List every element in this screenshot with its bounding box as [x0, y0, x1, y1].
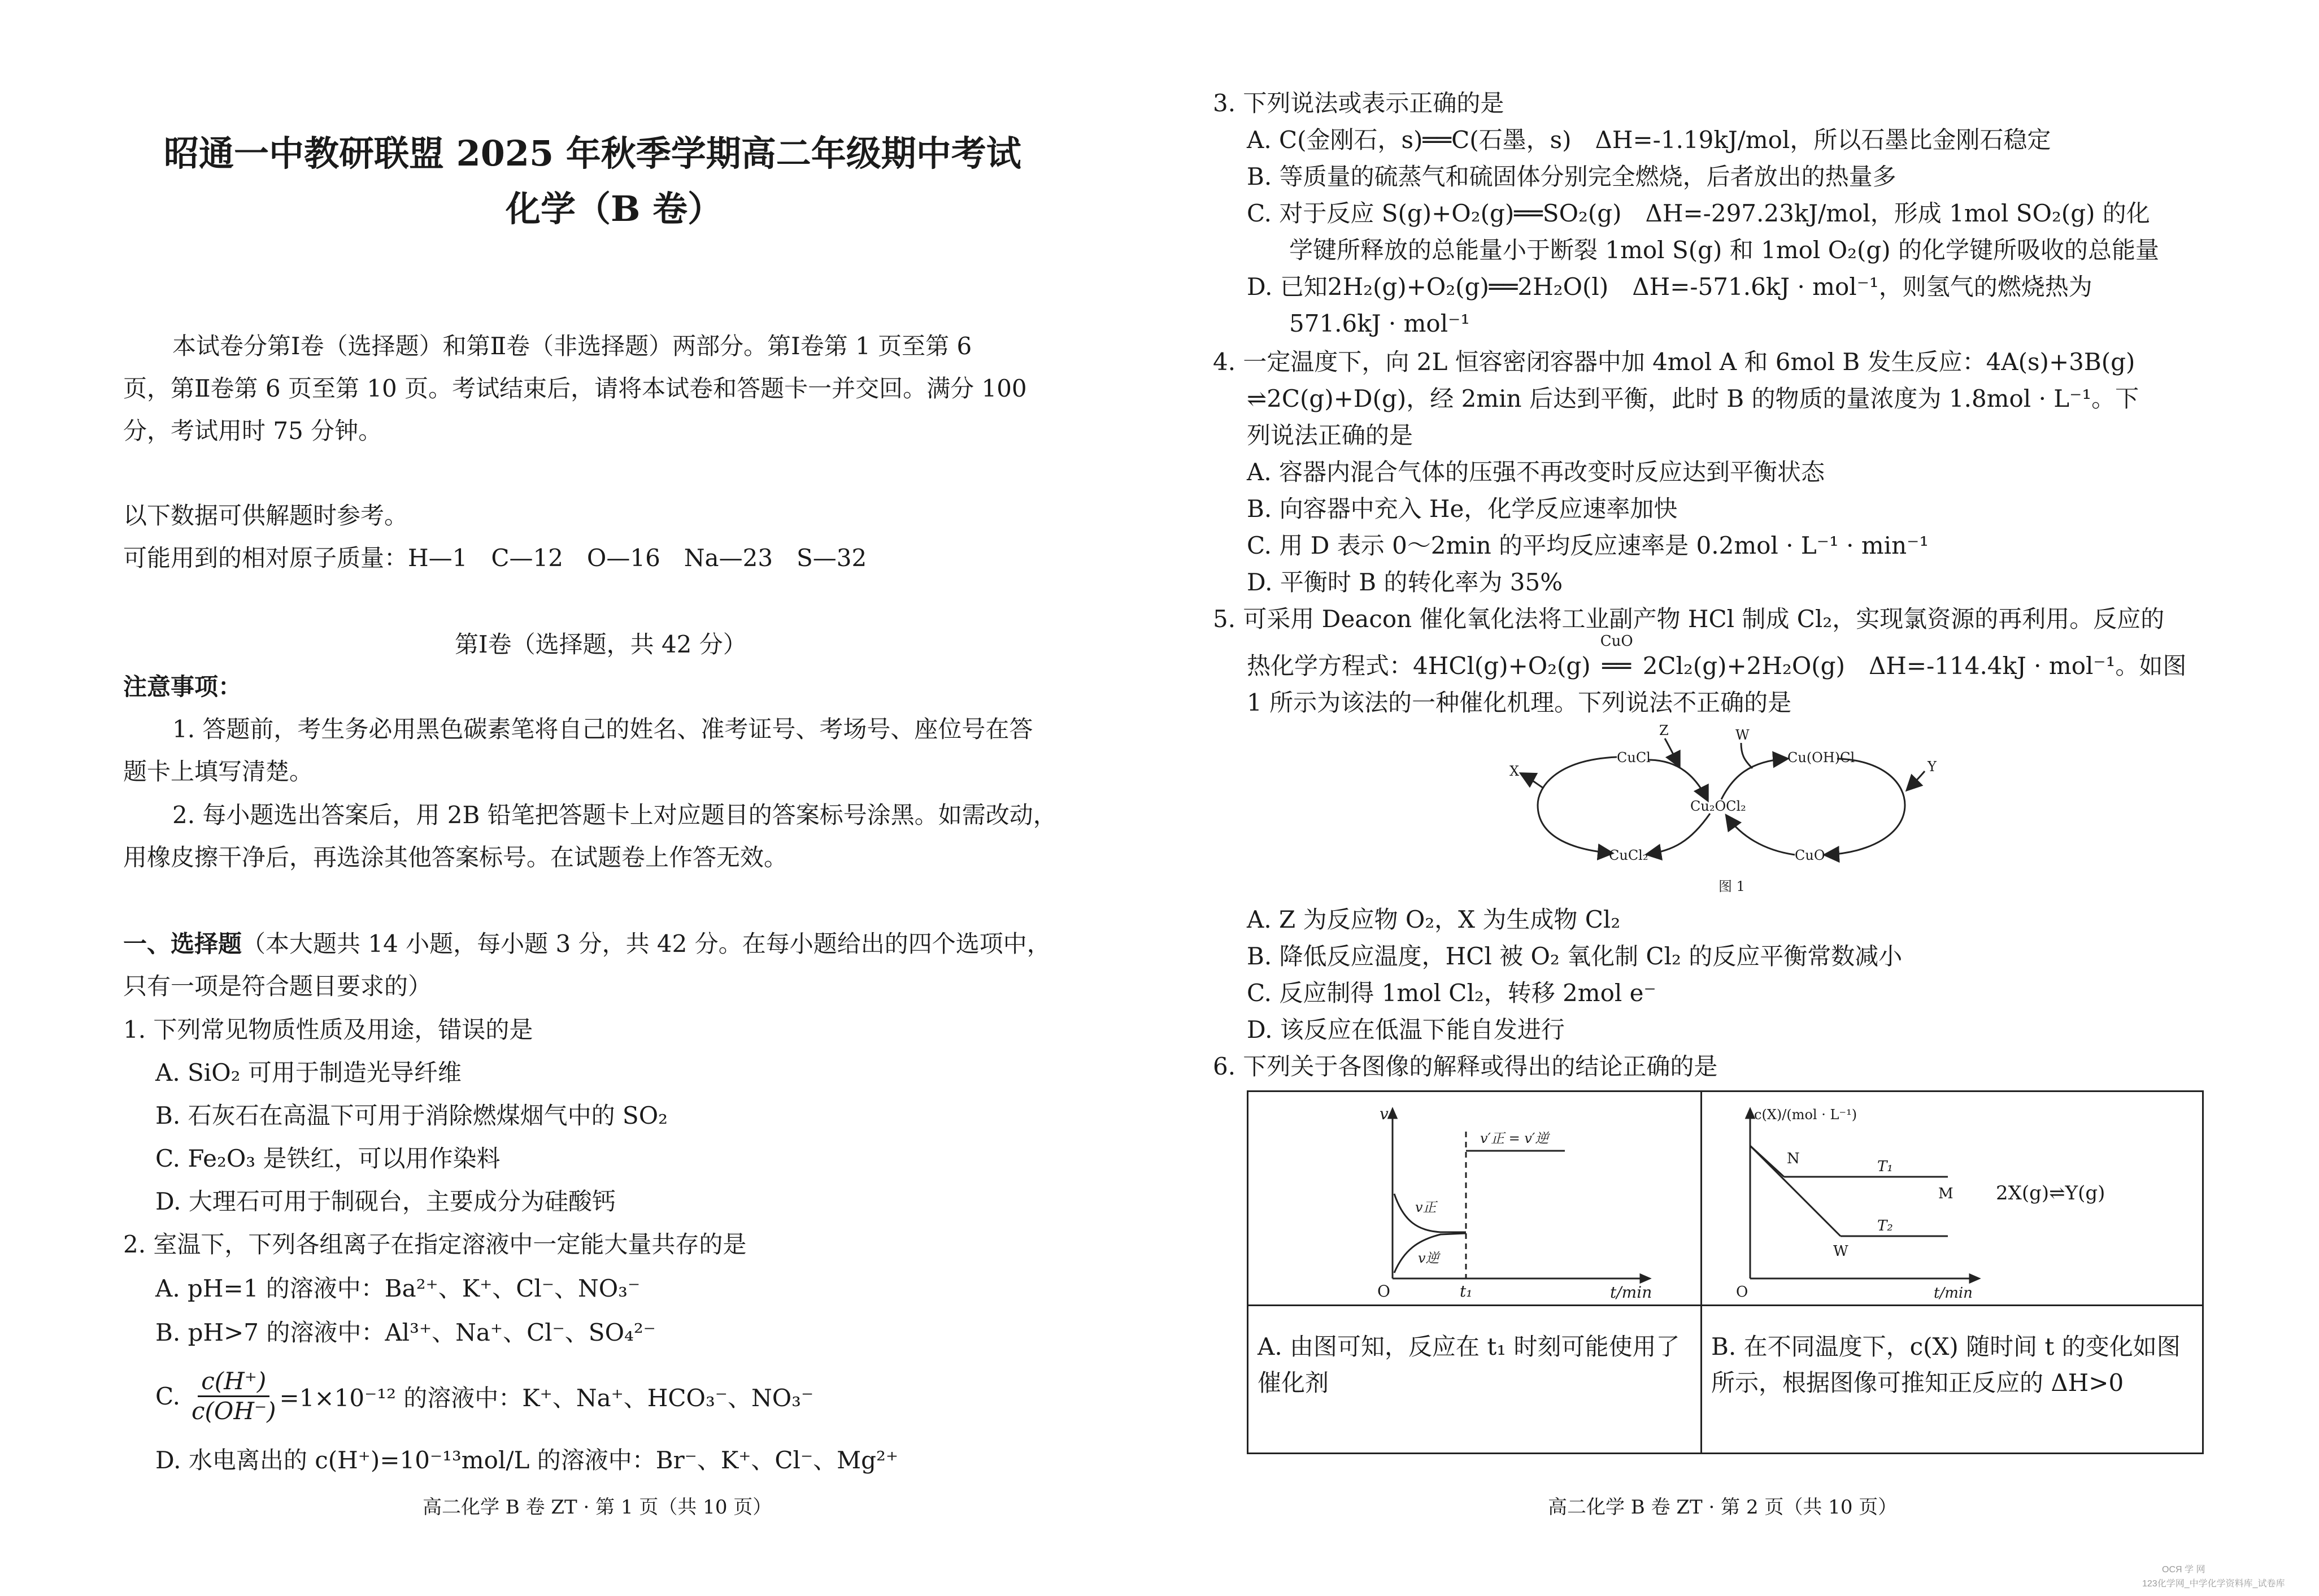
q5-option-d: D. 该反应在低温下能自发进行 — [1247, 1016, 1565, 1043]
graph-a-t1-label: t₁ — [1460, 1282, 1473, 1301]
q6-stem: 6. 下列关于各图像的解释或得出的结论正确的是 — [1213, 1053, 1718, 1080]
graph-b-x-arrow — [1970, 1275, 1979, 1282]
intro-line-1: 本试卷分第Ⅰ卷（选择题）和第Ⅱ卷（非选择题）两部分。第Ⅰ卷第 1 页至第 6 — [172, 332, 972, 360]
figure-1-caption: 图 1 — [1718, 879, 1745, 894]
graph-a-v-reverse-label: v逆 — [1418, 1250, 1439, 1266]
q2-fraction-numerator: c(H⁺) — [198, 1367, 269, 1397]
graph-b-y-label: c(X)/(mol · L⁻¹) — [1754, 1107, 1857, 1123]
q2-stem: 2. 室温下，下列各组离子在指定溶液中一定能大量共存的是 — [123, 1230, 747, 1258]
watermark-site-text: 123化学网_中学化学资料库_试卷库 — [2142, 1579, 2285, 1589]
part-1-head: 一、选择题 — [123, 930, 242, 958]
q2-option-c-label: C. — [155, 1382, 180, 1410]
graph-a-y-label: v — [1380, 1104, 1389, 1123]
q3-option-c-line-1: C. 对于反应 S(g)+O₂(g)══SO₂(g) ΔH=-297.23kJ/mol，形成 1mol SO₂(g) 的化 — [1247, 199, 2150, 227]
graph-a-y-arrow — [1389, 1109, 1396, 1118]
graph-b-origin: O — [1736, 1284, 1748, 1301]
q2-fraction-denominator: c(OH⁻) — [192, 1397, 276, 1425]
q6-option-a: A. 由图可知，反应在 t₁ 时刻可能使用了催化剂 — [1258, 1333, 1680, 1397]
arrow-cu2ocl2-cuohcl — [1721, 759, 1786, 799]
q5-catalyst-label: CuO — [1600, 633, 1633, 650]
arrow-w-out — [1741, 743, 1752, 768]
q2-option-b: B. pH>7 的溶液中：Al³⁺、Na⁺、Cl⁻、SO₄²⁻ — [155, 1319, 656, 1346]
q3-option-c-line-2: 学键所释放的总能量小于断裂 1mol S(g) 和 1mol O₂(g) 的化学键所吸收的总能量 — [1289, 236, 2159, 264]
page-1-footer: 高二化学 B 卷 ZT · 第 1 页（共 10 页） — [423, 1496, 772, 1519]
page-2-footer: 高二化学 B 卷 ZT · 第 2 页（共 10 页） — [1548, 1496, 1898, 1519]
page-2 — [1159, 0, 2319, 1596]
q1-option-a: A. SiO₂ 可用于制造光导纤维 — [155, 1059, 462, 1086]
graph-b-t1-label: T₁ — [1877, 1158, 1893, 1175]
q2-option-d: D. 水电离出的 c(H⁺)=10⁻¹³mol/L 的溶液中：Br⁻、K⁺、Cl⁻、Mg²⁺ — [155, 1446, 899, 1474]
q6-option-b: B. 在不同温度下，c(X) 随时间 t 的变化如图所示，根据图像可推知正反应的 ΔH>0 — [1711, 1333, 2181, 1397]
diagram-cuo: CuO — [1795, 847, 1825, 863]
q4-line-2: ⇌2C(g)+D(g)，经 2min 后达到平衡，此时 B 的物质的量浓度为 1.8mol · L⁻¹。下 — [1247, 385, 2139, 412]
q5-line-3: 1 所示为该法的一种催化机理。下列说法不正确的是 — [1247, 689, 1792, 716]
reference-line-2: 可能用到的相对原子质量：H—1 C—12 O—16 Na—23 S—32 — [123, 544, 867, 572]
graph-a-origin: O — [1377, 1282, 1390, 1301]
q5-equation-left: 热化学方程式：4HCl(g)+O₂(g) — [1247, 652, 1591, 680]
q1-option-c: C. Fe₂O₃ 是铁红，可以用作染料 — [155, 1145, 501, 1172]
q2-option-c-rest: =1×10⁻¹² 的溶液中：K⁺、Na⁺、HCO₃⁻、NO₃⁻ — [279, 1384, 814, 1412]
diagram-cu2ocl2: Cu₂OCl₂ — [1690, 798, 1746, 814]
q5-equation-right: 2Cl₂(g)+2H₂O(g) ΔH=-114.4kJ · mol⁻¹。如图 — [1642, 652, 2187, 680]
q2-option-a: A. pH=1 的溶液中：Ba²⁺、K⁺、Cl⁻、NO₃⁻ — [155, 1275, 641, 1302]
diagram-label-y: Y — [1928, 759, 1937, 775]
q1-stem: 1. 下列常见物质性质及用途，错误的是 — [123, 1016, 533, 1043]
q6-option-row — [1248, 1306, 2203, 1454]
cycle-arrows — [1522, 738, 1925, 855]
q5-option-a: A. Z 为反应物 O₂，X 为生成物 Cl₂ — [1247, 906, 1621, 933]
notice-title: 注意事项： — [123, 673, 242, 701]
q2-option-c — [155, 1367, 813, 1425]
q4-option-b: B. 向容器中充入 He，化学反应速率加快 — [1247, 495, 1678, 523]
diagram-label-x: X — [1509, 763, 1520, 779]
q6-table — [1247, 1090, 2204, 1454]
q3-option-d-line-1: D. 已知2H₂(g)+O₂(g)══2H₂O(l) ΔH=-571.6kJ · mol⁻¹，则氢气的燃烧热为 — [1247, 273, 2092, 301]
q1-option-b: B. 石灰石在高温下可用于消除燃煤烟气中的 SO₂ — [155, 1102, 668, 1129]
diagram-cucl2: CuCl₂ — [1609, 847, 1648, 863]
diagram-cucl: CuCl — [1617, 750, 1651, 766]
part-1-desc-line-2: 只有一项是符合题目要求的） — [123, 972, 432, 1000]
q4-line-3: 列说法正确的是 — [1247, 421, 1413, 449]
intro-line-2: 页，第Ⅱ卷第 6 页至第 10 页。考试结束后，请将本试卷和答题卡一并交回。满分 100 — [123, 375, 1027, 402]
notice-1-line-2: 题卡上填写清楚。 — [123, 758, 314, 785]
exam-title: 昭通一中教研联盟 2025 年秋季学期高二年级期中考试 — [164, 133, 1021, 174]
q6-graph-a-cell — [1248, 1091, 1702, 1306]
graph-b-t2-label: T₂ — [1877, 1217, 1893, 1234]
q6-graph-b — [1702, 1092, 2202, 1302]
q6-graph-row — [1248, 1091, 2203, 1306]
arrow-cucl2-cucl — [1538, 757, 1617, 853]
q5-line-1: 5. 可采用 Deacon 催化氧化法将工业副产物 HCl 制成 Cl₂，实现氯资源的再利用。反应的 — [1213, 605, 2165, 633]
page-1 — [0, 0, 1159, 1596]
notice-1-line-1: 1. 答题前，考生务必用黑色碳素笔将自己的姓名、准考证号、考场号、座位号在答 — [172, 715, 1033, 743]
graph-a-x-arrow — [1641, 1275, 1650, 1282]
arrow-z-in — [1665, 738, 1679, 766]
notice-2-line-1: 2. 每小题选出答案后，用 2B 铅笔把答题卡上对应题目的答案标号涂黑。如需改动， — [172, 801, 1057, 829]
q5-line-2 — [1247, 633, 2187, 685]
q4-option-d: D. 平衡时 B 的转化率为 35% — [1247, 568, 1563, 596]
notice-2-line-2: 用橡皮擦干净后，再选涂其他答案标号。在试题卷上作答无效。 — [123, 843, 788, 871]
q6-option-a-cell — [1248, 1306, 1702, 1454]
arrow-cuo-cu2ocl2 — [1727, 816, 1795, 855]
q6-option-b-cell — [1702, 1306, 2203, 1454]
arrow-cucl-cu2ocl2 — [1648, 760, 1707, 799]
q4-line-1: 4. 一定温度下，向 2L 恒容密闭容器中加 4mol A 和 6mol B 发生反应：4A(s)+3B(g) — [1213, 348, 2135, 376]
arrow-cu2ocl2-cucl2 — [1648, 814, 1710, 854]
q3-stem: 3. 下列说法或表示正确的是 — [1213, 89, 1504, 117]
graph-b-point-n: N — [1787, 1150, 1800, 1167]
exam-subtitle: 化学（B 卷） — [506, 188, 723, 229]
arrow-y-in — [1908, 771, 1925, 789]
q3-option-a: A. C(金刚石，s)══C(石墨，s) ΔH=-1.19kJ/mol，所以石墨比金刚石稳定 — [1247, 126, 2051, 154]
graph-a-v-forward-label: v正 — [1415, 1199, 1437, 1215]
q1-option-d: D. 大理石可用于制砚台，主要成分为硅酸钙 — [155, 1188, 616, 1215]
diagram-cuohcl: Cu(OH)Cl — [1787, 750, 1855, 766]
q2-fraction — [188, 1367, 280, 1425]
q5-mechanism-diagram — [1509, 715, 1961, 901]
graph-a-x-label: t/min — [1610, 1283, 1652, 1302]
graph-b-reaction: 2X(g)⇌Y(g) — [1996, 1182, 2105, 1204]
q4-option-c: C. 用 D 表示 0～2min 的平均反应速率是 0.2mol · L⁻¹ · min⁻¹ — [1247, 532, 1929, 559]
graph-b-y-arrow — [1746, 1109, 1754, 1118]
part-1-desc: （本大题共 14 小题，每小题 3 分，共 42 分。在每小题给出的四个选项中， — [242, 930, 1051, 958]
part-1-heading — [123, 925, 1051, 963]
q4-option-a: A. 容器内混合气体的压强不再改变时反应达到平衡状态 — [1247, 458, 1825, 486]
q5-option-c: C. 反应制得 1mol Cl₂，转移 2mol e⁻ — [1247, 979, 1656, 1007]
section-title: 第Ⅰ卷（选择题，共 42 分） — [455, 630, 747, 658]
diagram-label-w: W — [1735, 727, 1750, 743]
watermark-logo-text: ОСЯ 学 网 — [2162, 1565, 2205, 1575]
graph-b-point-m: M — [1938, 1185, 1953, 1202]
graph-a-after-label: v′正 = v′逆 — [1480, 1130, 1549, 1146]
diagram-label-z: Z — [1659, 723, 1669, 738]
q6-graph-b-cell — [1702, 1091, 2203, 1306]
q3-option-b: B. 等质量的硫蒸气和硫固体分别完全燃烧，后者放出的热量多 — [1247, 163, 1896, 190]
arrow-x-out — [1522, 774, 1543, 788]
q5-option-b: B. 降低反应温度，HCl 被 O₂ 氧化制 Cl₂ 的反应平衡常数减小 — [1247, 942, 1903, 970]
intro-line-3: 分，考试用时 75 分钟。 — [123, 417, 382, 445]
q5-catalyst-arrow: CuO ══ — [1591, 647, 1643, 685]
arrow-cuohcl-cuo — [1826, 759, 1905, 855]
q3-option-d-line-2: 571.6kJ · mol⁻¹ — [1289, 310, 1470, 337]
graph-b-point-w: W — [1833, 1243, 1848, 1260]
reference-line-1: 以下数据可供解题时参考。 — [123, 502, 408, 529]
q6-graph-a — [1248, 1092, 1700, 1302]
graph-b-x-label: t/min — [1934, 1285, 1973, 1302]
